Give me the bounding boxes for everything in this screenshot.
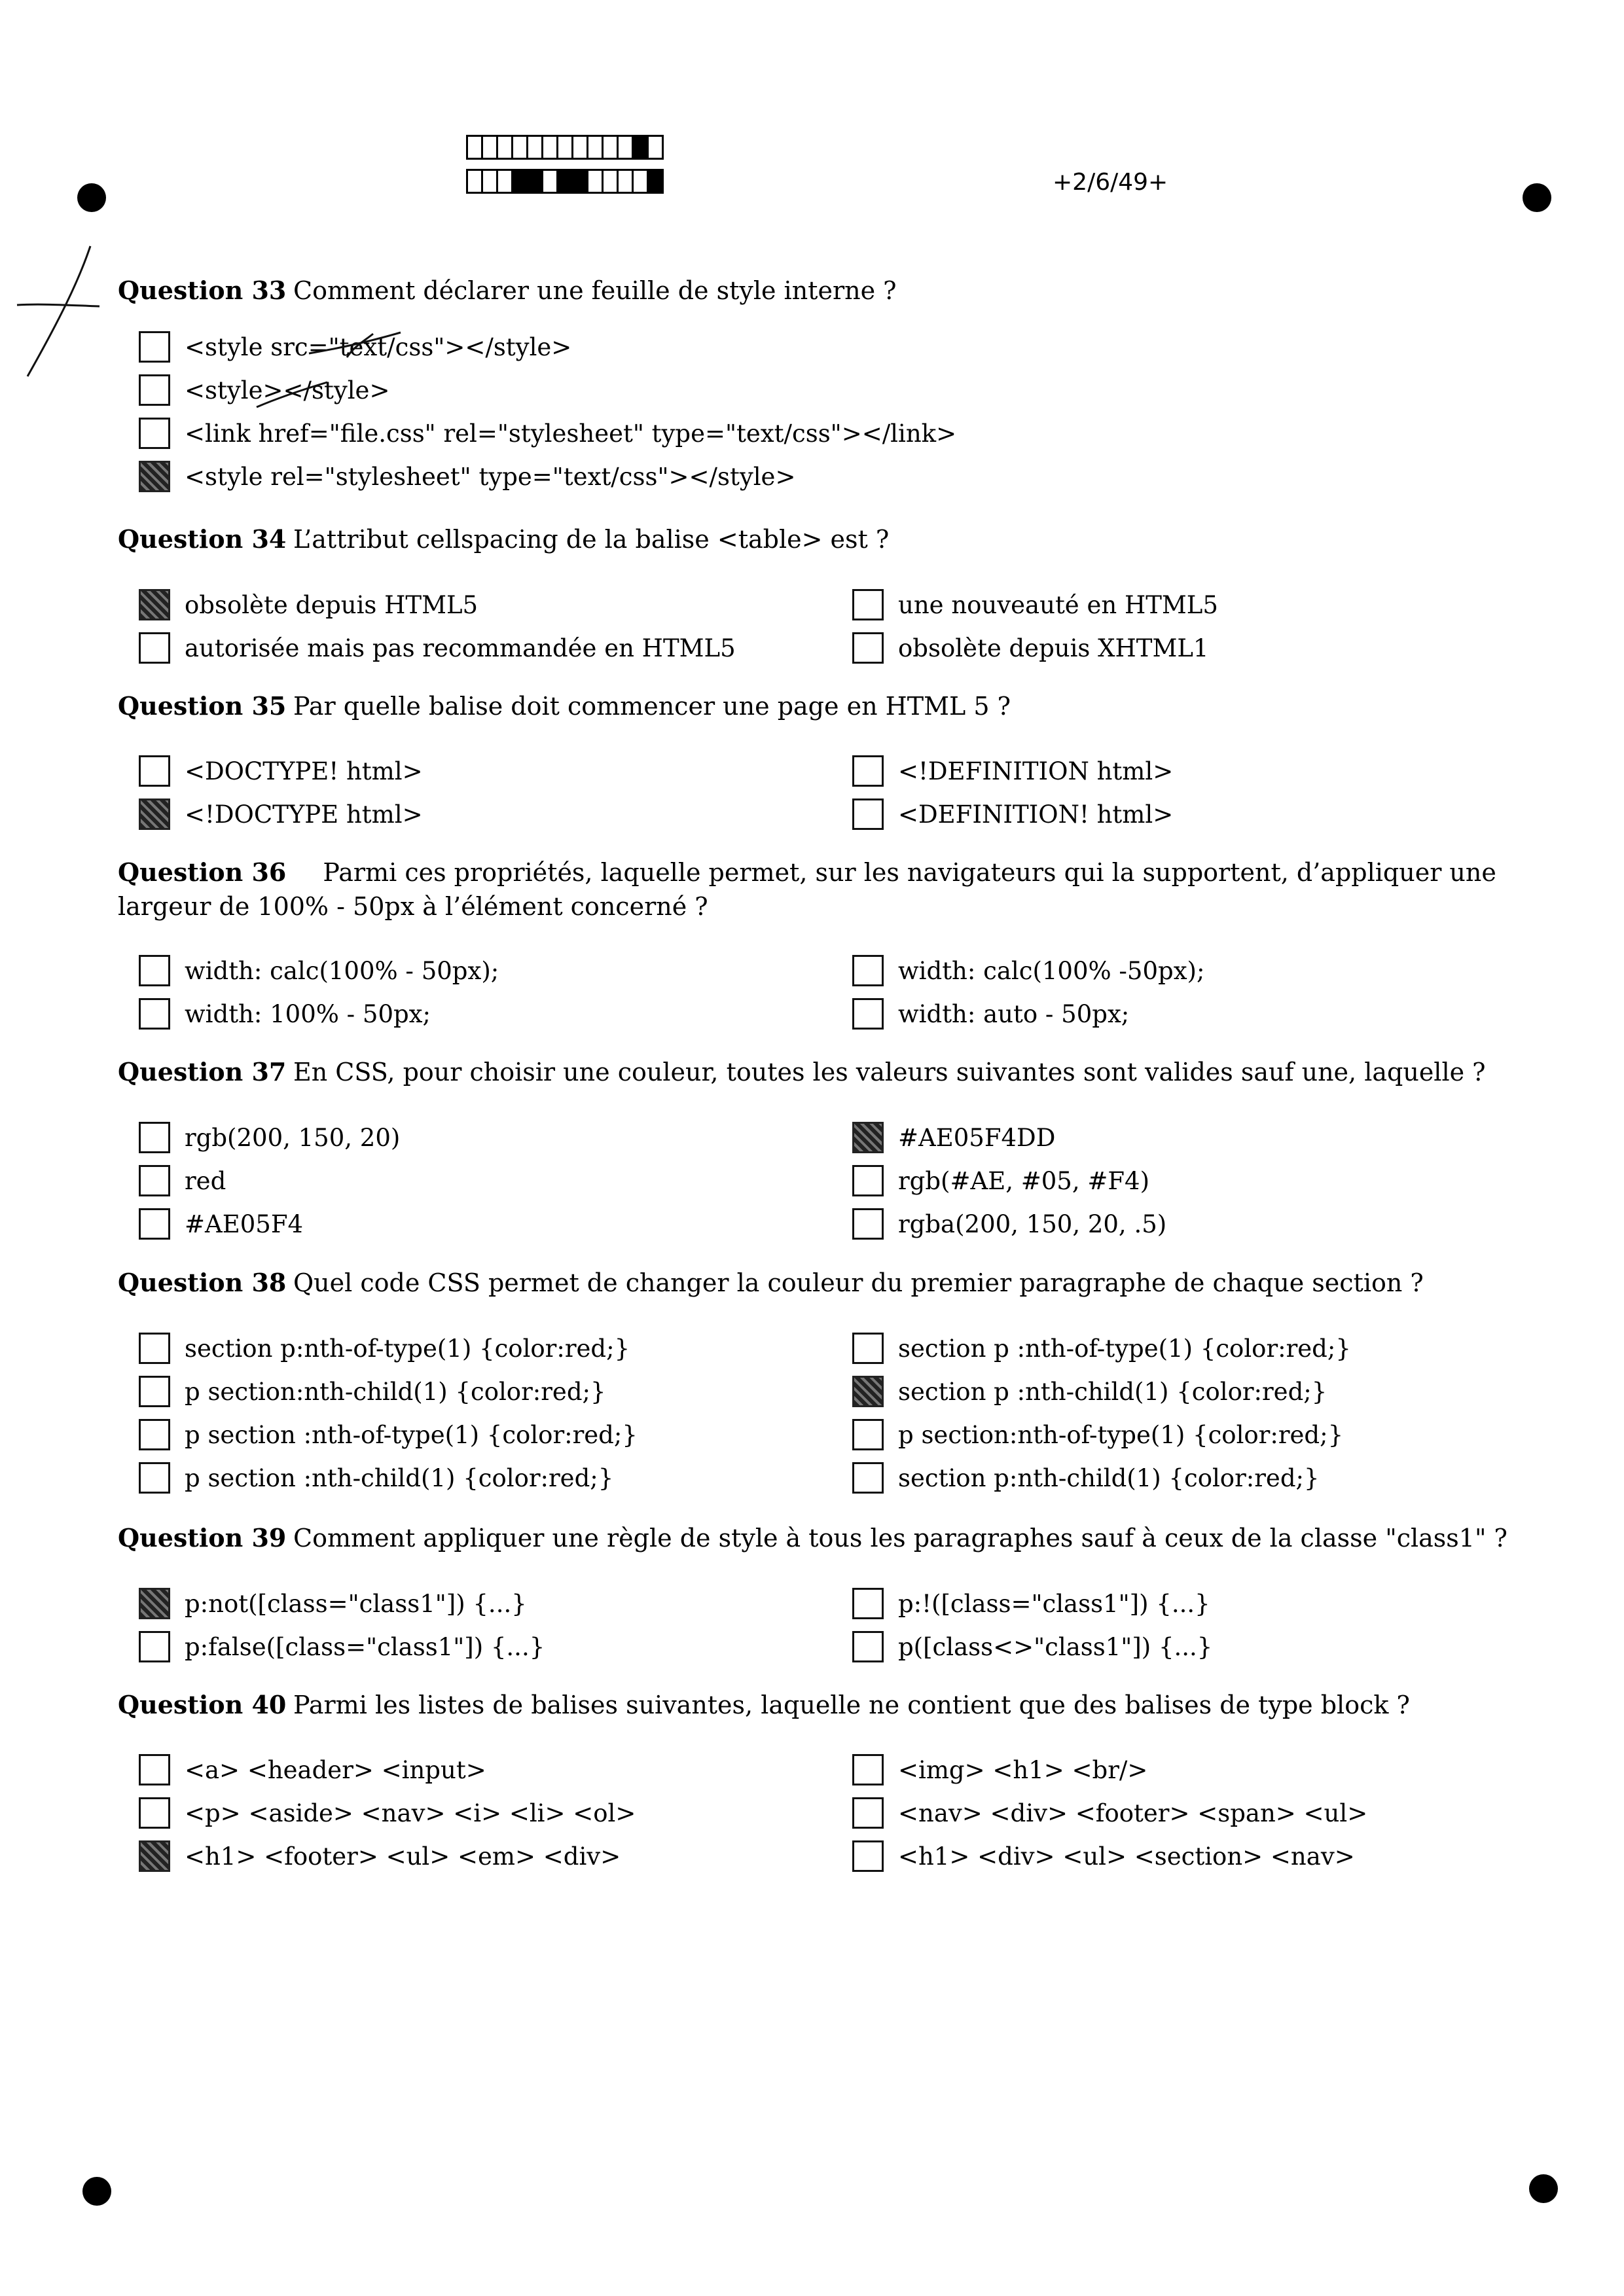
checkbox[interactable] (852, 1165, 884, 1196)
q39-option-4[interactable] (852, 1631, 1212, 1662)
registration-mark-bottom-right (1529, 2174, 1558, 2203)
checkbox[interactable] (139, 1754, 170, 1785)
option-label: section p:nth-child(1) {color:red;} (898, 1463, 1320, 1492)
checkbox[interactable] (139, 1462, 170, 1494)
registration-mark-top-left (77, 183, 106, 212)
q34-option-2[interactable] (139, 632, 736, 664)
checkbox[interactable] (139, 1631, 170, 1662)
question-40: Question 40 Parmi les listes de balises suivantes, laquelle ne contient que des balises de type block ? (118, 1690, 1410, 1719)
q38-option-1[interactable] (139, 1333, 630, 1364)
checkbox[interactable] (852, 1840, 884, 1872)
option-label: #AE05F4DD (898, 1123, 1056, 1152)
checkbox[interactable] (852, 589, 884, 620)
option-label: <!DEFINITION html> (898, 757, 1174, 785)
checkbox[interactable] (139, 331, 170, 363)
option-label: une nouveauté en HTML5 (898, 590, 1218, 619)
checkbox[interactable] (852, 1754, 884, 1785)
checkbox[interactable] (852, 1631, 884, 1662)
option-label: <img> <h1> <br/> (898, 1755, 1148, 1784)
q37-option-6[interactable] (852, 1208, 1166, 1240)
question-33: Question 33 Comment déclarer une feuille de style interne ? (118, 276, 897, 305)
q39-option-1[interactable] (139, 1588, 527, 1619)
q39-option-2[interactable] (139, 1631, 545, 1662)
q34-option-1[interactable] (139, 589, 478, 620)
question-34: Question 34 L’attribut cellspacing de la balise <table> est ? (118, 524, 890, 554)
checkbox[interactable] (139, 998, 170, 1030)
q38-option-2[interactable] (139, 1376, 606, 1407)
q37-option-2[interactable] (139, 1165, 226, 1196)
q37-option-1[interactable] (139, 1122, 400, 1153)
q40-option-1[interactable] (139, 1754, 486, 1785)
option-label: <style></style> (185, 376, 390, 404)
checkbox[interactable] (139, 1840, 170, 1872)
checkbox[interactable] (852, 1797, 884, 1829)
question-38: Question 38 Quel code CSS permet de changer la couleur du premier paragraphe de chaque section ? (118, 1268, 1424, 1297)
option-label: section p:nth-of-type(1) {color:red;} (185, 1334, 630, 1363)
option-label: p([class<>"class1"]) {...} (898, 1632, 1213, 1661)
barcode-cell (647, 169, 664, 194)
q35-option-1[interactable] (139, 755, 423, 787)
q35-option-4[interactable] (852, 798, 1173, 830)
checkbox[interactable] (852, 798, 884, 830)
checkbox[interactable] (852, 955, 884, 986)
option-label: red (185, 1166, 226, 1195)
option-label: <style src="text/css"></style> (185, 332, 572, 361)
option-label: <DOCTYPE! html> (185, 757, 423, 785)
question-35: Question 35 Par quelle balise doit commencer une page en HTML 5 ? (118, 691, 1011, 721)
option-label: <h1> <div> <ul> <section> <nav> (898, 1842, 1355, 1871)
option-label: <link href="file.css" rel="stylesheet" type="text/css"></link> (185, 419, 957, 448)
handwritten-strike-q33 (249, 327, 419, 419)
question-37: Question 37 En CSS, pour choisir une couleur, toutes les valeurs suivantes sont valides sauf une, laquelle ? (118, 1057, 1486, 1086)
q37-option-4[interactable] (852, 1122, 1055, 1153)
option-label: section p :nth-of-type(1) {color:red;} (898, 1334, 1351, 1363)
checkbox[interactable] (139, 1165, 170, 1196)
option-label: <h1> <footer> <ul> <em> <div> (185, 1842, 621, 1871)
option-label: autorisée mais pas recommandée en HTML5 (185, 634, 736, 662)
q40-option-2[interactable] (139, 1797, 636, 1829)
checkbox[interactable] (139, 632, 170, 664)
checkbox[interactable] (139, 1588, 170, 1619)
option-label: rgb(#AE, #05, #F4) (898, 1166, 1150, 1195)
checkbox[interactable] (852, 1419, 884, 1450)
option-label: p section :nth-of-type(1) {color:red;} (185, 1420, 638, 1449)
q40-option-3[interactable] (139, 1840, 621, 1872)
checkbox[interactable] (852, 755, 884, 787)
barcode-cell (647, 135, 664, 160)
checkbox[interactable] (852, 1462, 884, 1494)
q38-option-8[interactable] (852, 1462, 1320, 1494)
q36-option-3[interactable] (852, 955, 1204, 986)
option-label: <!DOCTYPE html> (185, 800, 423, 829)
option-label: <nav> <div> <footer> <span> <ul> (898, 1799, 1368, 1827)
checkbox[interactable] (139, 589, 170, 620)
option-label: width: 100% - 50px; (185, 999, 431, 1028)
option-label: p section:nth-of-type(1) {color:red;} (898, 1420, 1344, 1449)
checkbox[interactable] (139, 755, 170, 787)
q40-option-4[interactable] (852, 1754, 1147, 1785)
question-39: Question 39 Comment appliquer une règle de style à tous les paragraphes sauf à ceux de la classe "class1" ? (118, 1523, 1507, 1552)
option-label: width: calc(100% -50px); (898, 956, 1205, 985)
option-label: <DEFINITION! html> (898, 800, 1174, 829)
q36-option-1[interactable] (139, 955, 499, 986)
option-label: width: auto - 50px; (898, 999, 1130, 1028)
q40-option-5[interactable] (852, 1797, 1367, 1829)
q38-option-7[interactable] (852, 1419, 1343, 1450)
checkbox[interactable] (852, 1208, 884, 1240)
option-label: width: calc(100% - 50px); (185, 956, 499, 985)
q40-option-6[interactable] (852, 1840, 1355, 1872)
checkbox[interactable] (852, 1333, 884, 1364)
registration-mark-top-right (1523, 183, 1551, 212)
q38-option-6[interactable] (852, 1376, 1327, 1407)
q36-option-2[interactable] (139, 998, 431, 1030)
option-label: p section:nth-child(1) {color:red;} (185, 1377, 606, 1406)
checkbox[interactable] (139, 1419, 170, 1450)
checkbox[interactable] (139, 1122, 170, 1153)
checkbox[interactable] (139, 374, 170, 406)
q34-option-4[interactable] (852, 632, 1208, 664)
option-label: <p> <aside> <nav> <i> <li> <ol> (185, 1799, 636, 1827)
q38-option-4[interactable] (139, 1462, 613, 1494)
option-label: #AE05F4 (185, 1210, 304, 1238)
question-36: Question 36 Parmi ces propriétés, laquelle permet, sur les navigateurs qui la supportent, d’appliquer une largeur de 100% - 50px à l’élément concerné ? (118, 857, 1496, 921)
q33-option-3[interactable] (139, 418, 956, 449)
checkbox[interactable] (852, 632, 884, 664)
option-label: <a> <header> <input> (185, 1755, 486, 1784)
checkbox[interactable] (852, 998, 884, 1030)
checkbox[interactable] (139, 955, 170, 986)
option-label: p:not([class="class1"]) {...} (185, 1589, 527, 1618)
option-label: rgba(200, 150, 20, .5) (898, 1210, 1167, 1238)
barcode-row-2 (466, 169, 662, 194)
checkbox[interactable] (139, 418, 170, 449)
q34-option-3[interactable] (852, 589, 1218, 620)
q35-option-2[interactable] (139, 798, 423, 830)
checkbox[interactable] (139, 1333, 170, 1364)
registration-mark-bottom-left (82, 2177, 111, 2206)
checkbox[interactable] (852, 1376, 884, 1407)
option-label: <style rel="stylesheet" type="text/css"></style> (185, 462, 796, 491)
q38-option-3[interactable] (139, 1419, 638, 1450)
q38-option-5[interactable] (852, 1333, 1351, 1364)
q35-option-3[interactable] (852, 755, 1173, 787)
q37-option-5[interactable] (852, 1165, 1149, 1196)
barcode-row-1 (466, 135, 662, 160)
checkbox[interactable] (139, 1208, 170, 1240)
q33-option-4[interactable] (139, 461, 795, 492)
checkbox[interactable] (852, 1588, 884, 1619)
checkbox[interactable] (139, 1376, 170, 1407)
option-label: section p :nth-child(1) {color:red;} (898, 1377, 1327, 1406)
option-label: p:!([class="class1"]) {...} (898, 1589, 1210, 1618)
q39-option-3[interactable] (852, 1588, 1210, 1619)
checkbox[interactable] (139, 461, 170, 492)
q36-option-4[interactable] (852, 998, 1129, 1030)
option-label: p:false([class="class1"]) {...} (185, 1632, 545, 1661)
checkbox[interactable] (139, 1797, 170, 1829)
option-label: obsolète depuis HTML5 (185, 590, 478, 619)
option-label: p section :nth-child(1) {color:red;} (185, 1463, 614, 1492)
option-label: rgb(200, 150, 20) (185, 1123, 401, 1152)
page-code: +2/6/49+ (1053, 169, 1168, 196)
q37-option-3[interactable] (139, 1208, 303, 1240)
checkbox[interactable] (852, 1122, 884, 1153)
option-label: obsolète depuis XHTML1 (898, 634, 1209, 662)
handwritten-cross-mark (13, 242, 105, 386)
checkbox[interactable] (139, 798, 170, 830)
